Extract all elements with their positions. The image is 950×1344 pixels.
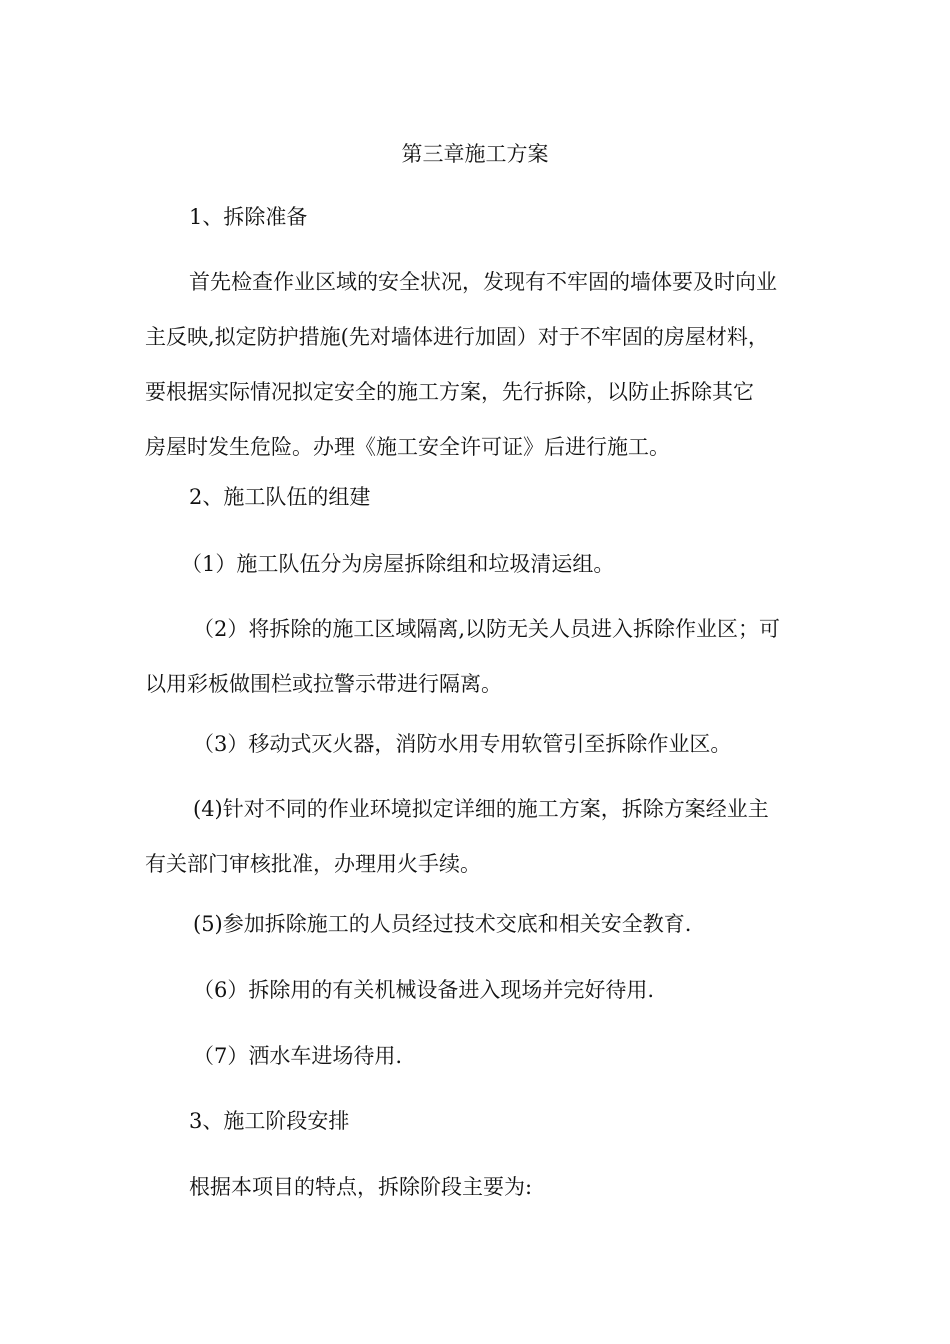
text-line: 房屋时发生危险。办理《施工安全许可证》后进行施工。 — [145, 435, 670, 459]
text-line: 根据本项目的特点，拆除阶段主要为: — [189, 1175, 533, 1199]
text-line: （1）施工队伍分为房屋拆除组和垃圾清运组。 — [181, 552, 615, 576]
section-heading-3 — [145, 1094, 815, 1149]
paragraph-preparation — [145, 255, 815, 475]
list-item-7 — [145, 1029, 815, 1084]
list-item-1 — [145, 537, 815, 592]
chapter-title: 第三章施工方案 — [401, 142, 549, 166]
section-heading-2 — [145, 470, 815, 525]
text-line: 主反映,拟定防护措施(先对墙体进行加固）对于不牢固的房屋材料， — [145, 325, 769, 349]
text-line: （3）移动式灭火器，消防水用专用软管引至拆除作业区。 — [193, 732, 732, 756]
text-line: (5)参加拆除施工的人员经过技术交底和相关安全教育. — [193, 912, 692, 936]
text-line: （7）洒水车进场待用. — [193, 1044, 403, 1068]
text-line: 要根据实际情况拟定安全的施工方案，先行拆除，以防止拆除其它 — [145, 380, 754, 404]
text-line: 3、施工阶段安排 — [189, 1109, 350, 1133]
text-line: 首先检查作业区域的安全状况，发现有不牢固的墙体要及时向业 — [189, 270, 777, 294]
list-item-3 — [145, 717, 815, 772]
text-line: (4)针对不同的作业环境拟定详细的施工方案，拆除方案经业主 — [193, 797, 769, 821]
text-line: 有关部门审核批准，办理用火手续。 — [145, 852, 481, 876]
list-item-5 — [145, 897, 815, 952]
text-line: （2）将拆除的施工区域隔离,以防无关人员进入拆除作业区；可 — [193, 617, 781, 641]
paragraph-stages-intro — [145, 1160, 815, 1215]
list-item-6 — [145, 963, 815, 1018]
text-line: 以用彩板做围栏或拉警示带进行隔离。 — [145, 672, 502, 696]
text-line: 2、施工队伍的组建 — [189, 485, 371, 509]
section-heading-1 — [145, 190, 815, 245]
text-line: （6）拆除用的有关机械设备进入现场并完好待用. — [193, 978, 655, 1002]
text-line: 1、拆除准备 — [189, 205, 308, 229]
list-item-4 — [145, 782, 815, 892]
list-item-2 — [145, 602, 815, 712]
